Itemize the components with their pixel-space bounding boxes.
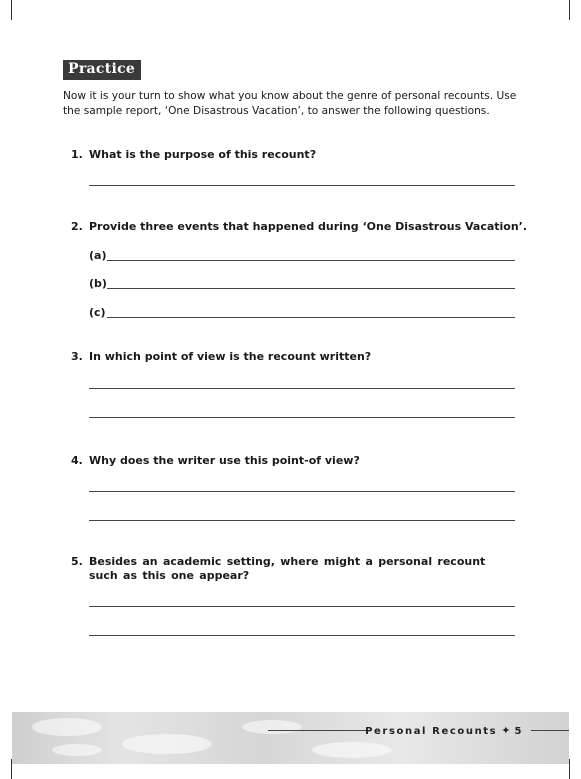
- question-1: [71, 148, 316, 162]
- question-number: 4.: [71, 454, 83, 467]
- answer-line[interactable]: [89, 491, 515, 492]
- crop-mark: [569, 0, 570, 20]
- footer-rule: [268, 730, 368, 731]
- question-4: [71, 454, 360, 468]
- footer-title: Personal Recounts: [365, 726, 498, 737]
- question-number: 5.: [71, 555, 83, 568]
- answer-line[interactable]: [89, 417, 515, 418]
- question-number: 3.: [71, 350, 83, 363]
- answer-line[interactable]: [89, 388, 515, 389]
- texture-spot: [122, 734, 212, 754]
- page-number: 5: [514, 726, 523, 737]
- running-footer: [365, 724, 523, 737]
- question-5: [71, 555, 519, 583]
- star-icon: ✦: [501, 724, 511, 737]
- answer-part-a[interactable]: [89, 249, 515, 263]
- texture-spot: [52, 744, 102, 756]
- texture-spot: [242, 720, 302, 734]
- intro-paragraph: Now it is your turn to show what you know about the genre of personal recounts. Use the sample report, ‘One Disastrous Vacation’, to answer the following questions.: [63, 90, 517, 117]
- answer-line[interactable]: [107, 288, 515, 289]
- question-3: [71, 350, 371, 364]
- answer-line[interactable]: [107, 317, 515, 318]
- question-text: What is the purpose of this recount?: [89, 148, 317, 161]
- footer-rule: [531, 730, 569, 731]
- answer-line[interactable]: [107, 260, 515, 261]
- answer-line[interactable]: [89, 635, 515, 636]
- footer-band: [12, 712, 569, 764]
- question-2: [71, 220, 527, 234]
- question-text: Provide three events that happened during ‘One Disastrous Vacation’.: [89, 220, 528, 233]
- crop-mark: [11, 0, 12, 20]
- answer-part-b[interactable]: [89, 277, 515, 291]
- texture-spot: [32, 718, 102, 736]
- answer-line[interactable]: [89, 185, 515, 186]
- answer-line[interactable]: [89, 606, 515, 607]
- question-text: Why does the writer use this point-of view?: [89, 454, 360, 467]
- answer-line[interactable]: [89, 520, 515, 521]
- texture-spot: [312, 742, 392, 758]
- part-label: (b): [89, 277, 107, 290]
- part-label: (a): [89, 249, 107, 262]
- answer-part-c[interactable]: [89, 306, 515, 320]
- question-number: 2.: [71, 220, 83, 233]
- section-heading: Practice: [63, 60, 141, 80]
- question-text: In which point of view is the recount written?: [89, 350, 372, 363]
- crop-mark: [569, 759, 570, 779]
- part-label: (c): [89, 306, 106, 319]
- question-number: 1.: [71, 148, 83, 161]
- question-text: Besides an academic setting, where might a personal recount such as this one appear?: [89, 555, 486, 582]
